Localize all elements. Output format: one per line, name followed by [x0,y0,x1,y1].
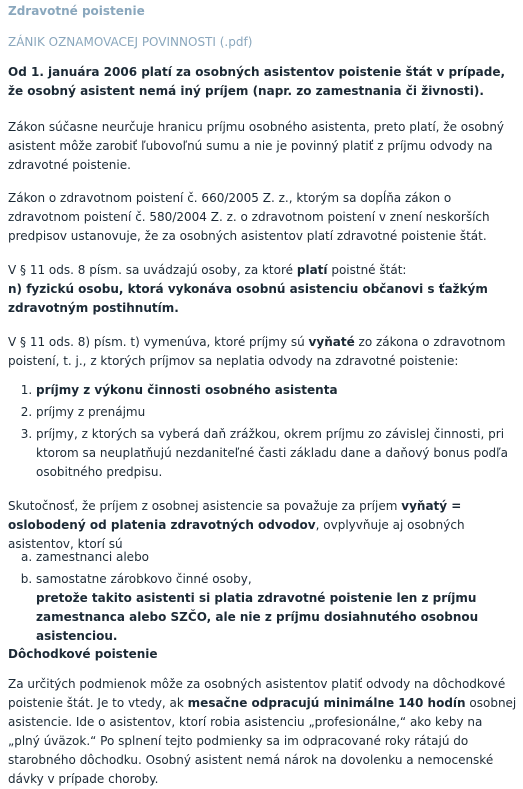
clause-n-text: n) fyzickú osobu, ktorá vykonáva osobnú asistenciu občanovi s ťažkým zdravotným postihnutím. [8,282,488,315]
paragraph-fact [8,497,517,554]
paragraph-law-660: Zákon o zdravotnom poistení č. 660/2005 Z. z., ktorým sa dopĺňa zákon o zdravotnom poistení č. 580/2004 Z. z. o zdravotnom poistení v znení neskorších predpisov ustanovuje, že za osobných asistentov platí zdravotné poistenie štát. [8,191,490,243]
list-item-bold-text: pretože takito asistenti si platia zdravotné poistenie len z príjmu zamestnanca alebo SZČO, ale nie z príjmu dosiahnutého osobnou asistenciou. [36,591,479,643]
text: osobnej asistencie. Ide o asistentov, ktorí robia asistenciu „profesionálne,“ ako keby na „plný úväzok.“ Po splnení tejto podmienky sa im odpracované roky rátajú do starobného dôchodku. Osobný asistent nemá nárok na dovolenku a nemocenské dávky v prípade choroby. [8,696,517,786]
list-item [36,403,511,422]
assistant-type-list [0,548,511,646]
list-item [36,570,511,646]
text: V § 11 ods. 8) písm. t) vymenúva, ktoré príjmy sú [8,335,309,349]
list-item [36,548,511,567]
intro-paragraph [8,63,517,101]
bold-text: mesačne odpracujú minimálne 140 hodín [187,696,466,710]
list-item [36,425,511,482]
text: Skutočnosť, že príjem z osobnej asistencie sa považuje za príjem [8,499,402,513]
bold-text: vyňaté [308,335,355,349]
list-item-text: príjmy z výkonu činnosti osobného asistenta [36,383,338,397]
text: zo zákona o zdravotnom poistení, t. j., z ktorých príjmov sa neplatia odvody na zdravotné poistenie: [8,335,506,368]
paragraph-state-pays [8,261,517,318]
section-heading-text: Dôchodkové poistenie [8,647,158,661]
text: Za určitých podmienok môže za osobných asistentov platiť odvody na dôchodkové poistenie štát. Je to vtedy, ak [8,677,506,710]
text: poistné štát: [327,263,407,277]
list-item [36,381,511,400]
bold-text: platí [296,263,328,277]
text: V § 11 ods. 8 písm. sa uvádzajú osoby, za ktoré [8,263,297,277]
list-item-text: zamestnanci alebo [36,550,150,564]
paragraph-pension [8,675,517,789]
list-item-text: príjmy, z ktorých sa vyberá daň zrážkou, okrem príjmu zo závislej činnosti, pri ktorom sa neuplatňujú nezdaniteľné časti základu dane a daňový bonus podľa osobitného predpisu. [36,427,509,479]
pdf-link[interactable]: ZÁNIK OZNAMOVACEJ POVINNOSTI (.pdf) [8,35,253,49]
list-item-text: príjmy z prenájmu [36,405,146,419]
section-heading-pension [8,645,517,664]
paragraph-exempt-income [8,333,517,371]
bold-text: vyňatý = oslobodený od platenia zdravotných odvodov [8,499,462,532]
paragraph-income-limit: Zákon súčasne neurčuje hranicu príjmu osobného asistenta, preto platí, že osobný asistent môže zarobiť ľubovoľnú sumu a nie je povinný platiť z príjmu odvody na zdravotné poistenie. [8,120,505,172]
list-item-text: samostatne zárobkovo činné osoby, [36,572,252,586]
intro-bold-text: Od 1. januára 2006 platí za osobných asistentov poistenie štát v prípade, že osobný asistent nemá iný príjem (napr. zo zamestnania či živnosti). [8,65,506,98]
page-title: Zdravotné poistenie [8,4,145,18]
text: , ovplyvňuje aj osobných asistentov, ktorí sú [8,518,465,551]
exempt-income-list [0,381,511,482]
